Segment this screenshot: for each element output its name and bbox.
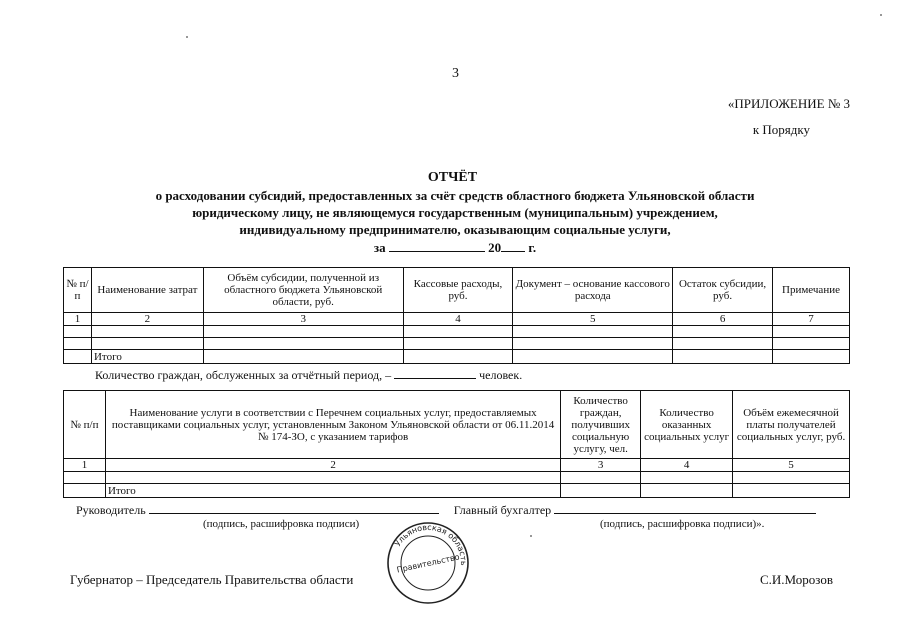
- column-number: 4: [403, 313, 513, 326]
- head-signature-hint: (подпись, расшифровка подписи): [203, 518, 360, 530]
- table-cell[interactable]: [203, 338, 403, 350]
- column-number: 6: [673, 313, 773, 326]
- table-cell[interactable]: [64, 326, 92, 338]
- official-stamp: [385, 520, 471, 611]
- header-cell: Кассовые расходы, руб.: [403, 268, 513, 313]
- table-cell[interactable]: [64, 338, 92, 350]
- table-cell[interactable]: [513, 326, 673, 338]
- table-header-row: [64, 391, 850, 459]
- year-blank[interactable]: [501, 238, 525, 252]
- column-number-row: [64, 313, 850, 326]
- total-label: Итого: [105, 484, 560, 498]
- served-citizens-unit: человек.: [479, 368, 523, 382]
- signatory-name: С.И.Морозов: [760, 572, 833, 587]
- period-year: 20: [488, 240, 502, 255]
- signatory-position: Губернатор – Председатель Правительства области: [70, 572, 354, 587]
- table-cell[interactable]: [773, 350, 850, 364]
- table-cell[interactable]: [513, 350, 673, 364]
- total-row: [64, 484, 850, 498]
- table-cell[interactable]: [403, 338, 513, 350]
- subtitle-line-2: юридическому лицу, не являющемуся государственным (муниципальным) учреждением,: [192, 205, 718, 220]
- subtitle-line-3: индивидуальному предпринимателю, оказывающим социальные услуги,: [239, 222, 671, 237]
- table-cell[interactable]: [403, 326, 513, 338]
- period-prefix: за: [373, 240, 386, 255]
- table-cell[interactable]: [733, 472, 850, 484]
- page-number: 3: [452, 66, 459, 81]
- head-signature-blank[interactable]: [149, 500, 439, 514]
- column-number: 3: [203, 313, 403, 326]
- table-cell[interactable]: [91, 326, 203, 338]
- signature-row: [76, 500, 816, 518]
- header-cell: Наименование услуги в соответствии с Перечнем социальных услуг, предоставляемых поставщиками социальных услуг, установленным Законом Ульяновской области от 06.11.2014 № 174-ЗО, с указанием тарифов: [105, 391, 560, 459]
- table-cell[interactable]: [561, 472, 641, 484]
- header-cell: Количество граждан, получивших социальную услугу, чел.: [561, 391, 641, 459]
- column-number: 3: [561, 459, 641, 472]
- column-number: 1: [64, 459, 106, 472]
- scan-speck: [880, 14, 882, 16]
- header-cell: Примечание: [773, 268, 850, 313]
- table-cell[interactable]: [91, 338, 203, 350]
- table-cell[interactable]: [203, 326, 403, 338]
- header-cell: Остаток субсидии, руб.: [673, 268, 773, 313]
- header-cell: Документ – основание кассового расхода: [513, 268, 673, 313]
- stamp-center-text: Правительство: [395, 552, 461, 575]
- accountant-signature-hint: (подпись, расшифровка подписи)».: [600, 518, 765, 530]
- appendix-reference: к Порядку: [752, 122, 810, 137]
- accountant-signature-blank[interactable]: [554, 500, 816, 514]
- table-cell[interactable]: [773, 326, 850, 338]
- table-cell[interactable]: [773, 338, 850, 350]
- appendix-heading: «ПРИЛОЖЕНИЕ № 3: [727, 96, 850, 111]
- social-services-table: [63, 390, 850, 498]
- total-row: [64, 350, 850, 364]
- table-row: [64, 326, 850, 338]
- column-number: 4: [641, 459, 733, 472]
- table-row: [64, 472, 850, 484]
- header-cell: Количество оказанных социальных услуг: [641, 391, 733, 459]
- report-subtitle: [60, 187, 850, 256]
- report-period: [60, 238, 850, 256]
- header-cell: Объём субсидии, полученной из областного бюджета Ульяновской области, руб.: [203, 268, 403, 313]
- table-header-row: [64, 268, 850, 313]
- header-cell: Наименование затрат: [91, 268, 203, 313]
- table-cell[interactable]: [203, 350, 403, 364]
- column-number: 2: [91, 313, 203, 326]
- column-number: 5: [733, 459, 850, 472]
- table-cell[interactable]: [673, 326, 773, 338]
- table-cell[interactable]: [105, 472, 560, 484]
- served-citizens-blank[interactable]: [394, 365, 476, 379]
- header-cell: № п/п: [64, 268, 92, 313]
- table-cell[interactable]: [64, 350, 92, 364]
- table-cell[interactable]: [513, 338, 673, 350]
- header-cell: № п/п: [64, 391, 106, 459]
- head-label: Руководитель: [76, 503, 146, 517]
- table-cell[interactable]: [641, 484, 733, 498]
- subsidy-expenses-table: [63, 267, 850, 364]
- scan-speck: [530, 535, 532, 537]
- column-number: 2: [105, 459, 560, 472]
- stamp-ring-text: Ульяновская область: [393, 522, 469, 566]
- report-title: ОТЧЁТ: [427, 170, 478, 185]
- period-blank[interactable]: [389, 238, 485, 252]
- header-cell: Объём ежемесячной платы получателей социальных услуг, руб.: [733, 391, 850, 459]
- column-number-row: [64, 459, 850, 472]
- column-number: 5: [513, 313, 673, 326]
- period-suffix: г.: [528, 240, 537, 255]
- scan-speck: [186, 36, 188, 38]
- table-cell[interactable]: [641, 472, 733, 484]
- table-cell[interactable]: [64, 484, 106, 498]
- subtitle-line-1: о расходовании субсидий, предоставленных за счёт средств областного бюджета Ульяновской области: [155, 188, 755, 203]
- table-cell[interactable]: [561, 484, 641, 498]
- total-label: Итого: [91, 350, 203, 364]
- table-row: [64, 338, 850, 350]
- stamp-seal-icon: [385, 520, 471, 606]
- table-cell[interactable]: [673, 338, 773, 350]
- column-number: 7: [773, 313, 850, 326]
- column-number: 1: [64, 313, 92, 326]
- table-cell[interactable]: [673, 350, 773, 364]
- served-citizens-label: Количество граждан, обслуженных за отчётный период, –: [95, 368, 392, 382]
- table-cell[interactable]: [403, 350, 513, 364]
- table-cell[interactable]: [64, 472, 106, 484]
- served-citizens-line: [95, 365, 522, 383]
- table-cell[interactable]: [733, 484, 850, 498]
- accountant-label: Главный бухгалтер: [453, 503, 552, 517]
